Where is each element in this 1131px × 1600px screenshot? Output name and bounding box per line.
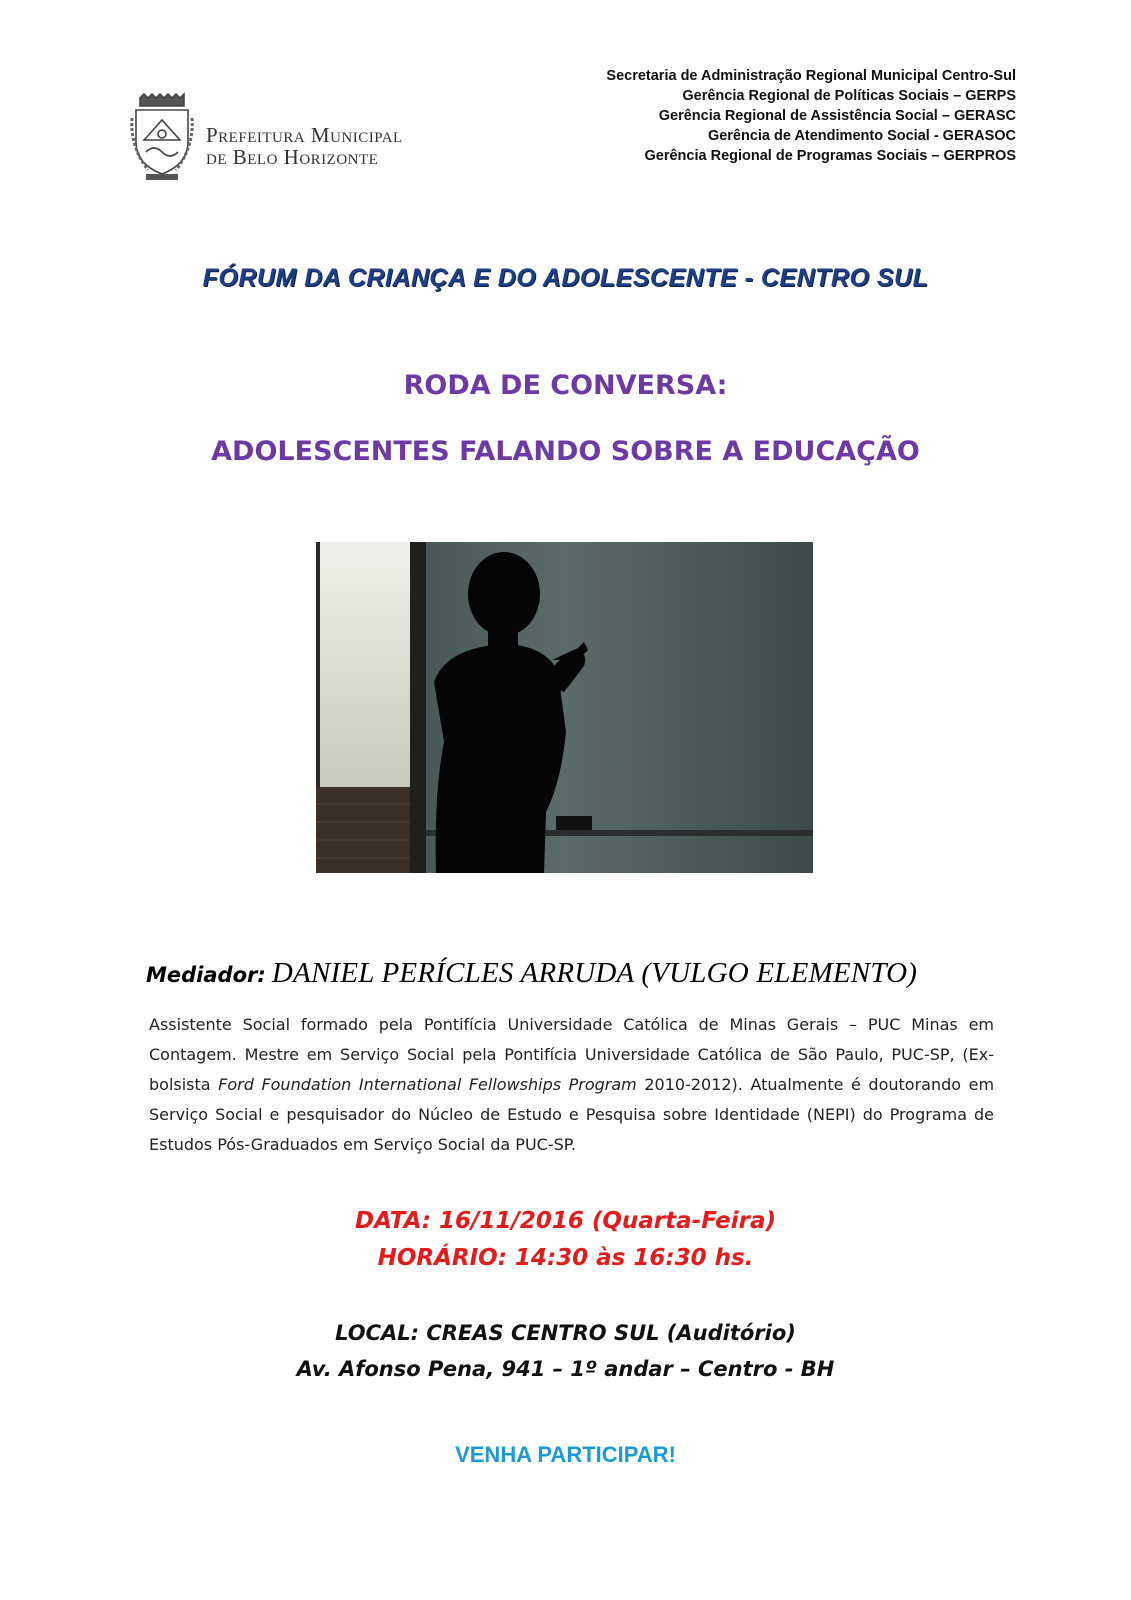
logo-line-2: de Belo Horizonte — [206, 145, 379, 169]
location-address: Av. Afonso Pena, 941 – 1º andar – Centro - BH — [296, 1357, 835, 1381]
mediator-bio — [149, 1010, 994, 1160]
header-line-3: Gerência Regional de Assistência Social – GERASC — [658, 108, 1016, 124]
event-title — [0, 370, 1131, 467]
prefeitura-logo — [130, 92, 430, 182]
event-title-line-2: ADOLESCENTES FALANDO SOBRE A EDUCAÇÃO — [211, 436, 920, 467]
location — [0, 1315, 1131, 1387]
call-to-action: VENHA PARTICIPAR! — [455, 1442, 676, 1467]
event-photo — [316, 542, 813, 873]
bio-part-1: Assistente Social formado pela Pontifícia Universidade Católica de Minas Gerais – PUC Minas em Contagem. Mestre em Serviço Social pela Pontifícia Universidade Católica de São Paulo, PUC-SP, (Ex-bolsista — [149, 1015, 994, 1094]
event-time: HORÁRIO: 14:30 às 16:30 hs. — [377, 1245, 754, 1271]
logo-text — [206, 124, 403, 168]
event-title-line-1: RODA DE CONVERSA: — [403, 370, 728, 401]
mediator — [146, 957, 917, 990]
mediator-name: DANIEL PERÍCLES ARRUDA (VULGO ELEMENTO) — [271, 957, 918, 989]
logo-line-1: Prefeitura Municipal — [206, 123, 403, 147]
event-date: DATA: 16/11/2016 (Quarta-Feira) — [354, 1208, 776, 1234]
header-line-1: Secretaria de Administração Regional Municipal Centro-Sul — [606, 68, 1016, 84]
coat-of-arms-icon — [130, 92, 194, 182]
mediator-label: Mediador: — [146, 963, 266, 987]
bio-part-2: 2010-2012). Atualmente é doutorando em Serviço Social e pesquisador do Núcleo de Estudo e Pesquisa sobre Identidade (NEPI) do Programa de Estudos Pós-Graduados em Serviço Social da PUC-SP. — [149, 1075, 995, 1154]
header-departments — [606, 66, 1016, 166]
header-line-4: Gerência de Atendimento Social - GERASOC — [707, 128, 1016, 144]
location-place: LOCAL: CREAS CENTRO SUL (Auditório) — [335, 1321, 796, 1345]
forum-title: FÓRUM DA CRIANÇA E DO ADOLESCENTE - CENTRO SUL — [202, 264, 929, 292]
header-line-2: Gerência Regional de Políticas Sociais – GERPS — [682, 88, 1016, 104]
schedule — [0, 1203, 1131, 1277]
header-line-5: Gerência Regional de Programas Sociais – GERPROS — [644, 148, 1016, 164]
bio-program-name: Ford Foundation International Fellowships Program — [218, 1075, 637, 1094]
